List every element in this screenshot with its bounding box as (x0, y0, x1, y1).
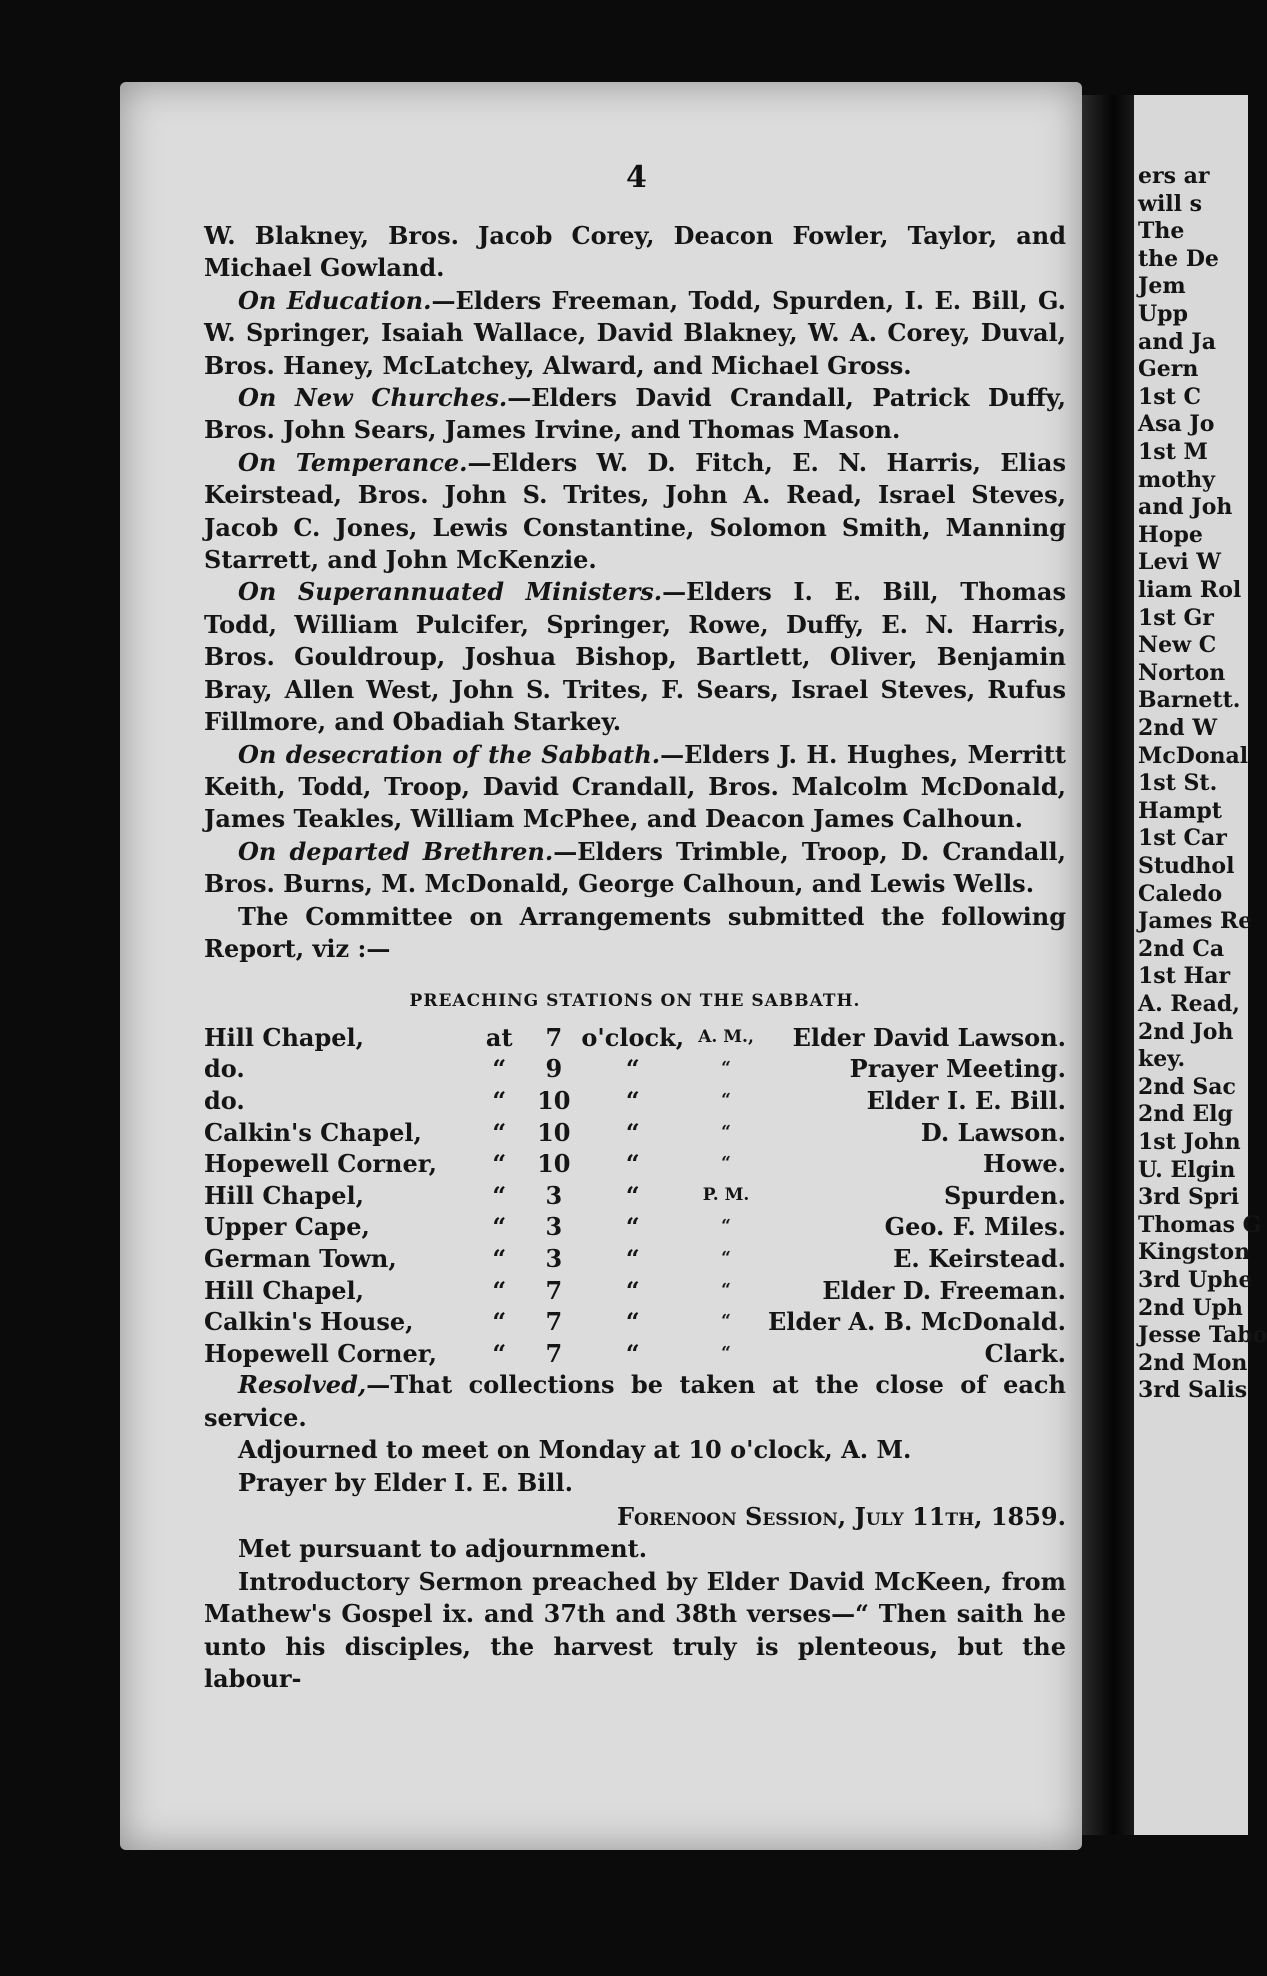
facing-page-line: Kingston (1138, 1239, 1251, 1266)
station-preacher: E. Keirstead. (893, 1243, 1066, 1273)
station-ampm: A. M., (698, 1026, 754, 1047)
station-oclock: “ (625, 1085, 640, 1115)
paragraph-0: W. Blakney, Bros. Jacob Corey, Deacon Fowler, Taylor, and Michael Gowland. (204, 221, 1066, 283)
station-hour: 10 (537, 1149, 571, 1179)
station-place: Hopewell Corner, (204, 1149, 437, 1179)
stations-table (204, 1022, 1066, 1370)
station-place: Hopewell Corner, (204, 1338, 437, 1368)
paragraph-education: On Education.—Elders Freeman, Todd, Spurden, I. E. Bill, G. W. Springer, Isaiah Wallace, David Blakney, W. A. Corey, Duval, Bros. Haney, McLatchey, Alward, and Michael Gross. (204, 285, 1067, 380)
station-hour: 3 (545, 1180, 563, 1210)
station-at: “ (492, 1275, 507, 1305)
facing-page-line: Jem (1138, 273, 1186, 300)
facing-page-line: Asa Jo (1138, 411, 1215, 438)
station-at: “ (492, 1212, 507, 1242)
station-ampm: “ (721, 1089, 731, 1110)
station-place: Calkin's House, (204, 1307, 414, 1337)
station-ampm: “ (721, 1058, 731, 1079)
station-place: German Town, (204, 1243, 397, 1273)
facing-page-line: 2nd Elg (1138, 1101, 1233, 1128)
facing-page-line: and Joh (1138, 494, 1233, 521)
page-number: 4 (626, 160, 647, 195)
facing-page-line: 2nd Mon (1138, 1349, 1248, 1376)
facing-page-line: will s (1138, 190, 1203, 217)
station-hour: 7 (545, 1022, 563, 1052)
facing-page-line: 3rd Uphe (1138, 1267, 1253, 1293)
station-row (204, 1148, 1066, 1180)
facing-page-line: 1st M (1138, 439, 1208, 465)
facing-page-line: 1st John (1138, 1129, 1241, 1155)
station-oclock: “ (625, 1338, 640, 1368)
facing-page-line: 1st C (1138, 383, 1202, 410)
facing-page-line: The (1138, 218, 1185, 245)
book-spine (1082, 95, 1134, 1835)
station-oclock: “ (625, 1054, 640, 1084)
facing-page-line: key. (1138, 1046, 1186, 1073)
station-place: Upper Cape, (204, 1212, 370, 1242)
station-ampm: “ (721, 1121, 731, 1142)
station-oclock: “ (625, 1149, 640, 1179)
station-ampm: “ (721, 1216, 731, 1237)
station-hour: 10 (537, 1085, 571, 1115)
station-oclock: “ (625, 1117, 640, 1147)
station-hour: 7 (545, 1275, 563, 1305)
facing-page-line: Jesse Tabo (1138, 1322, 1267, 1349)
station-row (204, 1117, 1066, 1149)
station-preacher: Elder A. B. McDonald. (767, 1307, 1066, 1337)
facing-page-line: ers ar (1138, 163, 1210, 189)
station-row (204, 1275, 1066, 1307)
station-hour: 3 (545, 1243, 563, 1273)
station-place: Calkin's Chapel, (204, 1117, 422, 1147)
station-place: do. (204, 1054, 245, 1084)
station-at: “ (492, 1243, 507, 1273)
station-oclock: o'clock, (581, 1022, 685, 1052)
station-preacher: Elder D. Freeman. (822, 1275, 1066, 1305)
facing-page-line: the De (1138, 245, 1219, 272)
station-at: “ (492, 1149, 507, 1179)
paragraph-superannuated: On Superannuated Ministers.—Elders I. E. Bill, Thomas Todd, William Pulcifer, Springer, Rowe, Duffy, E. N. Harris, Bros. Gouldroup, Joshua Bishop, Bartlett, Oliver, Benjamin Bray, Allen West, John S. Trites, F. Sears, Israel Steves, Rufus Fillmore, and Obadiah Starkey. (204, 577, 1066, 737)
station-row (204, 1180, 1066, 1212)
facing-page-line: 1st St. (1138, 770, 1218, 797)
sermon-paragraph: Introductory Sermon preached by Elder David McKeen, from Mathew's Gospel ix. and 37th and 38th verses—“ Then saith he unto his disciples, the harvest truly is plenteous, but the labour- (204, 1566, 1066, 1693)
station-ampm: “ (721, 1153, 731, 1174)
stations-heading: PREACHING STATIONS ON THE SABBATH. (409, 991, 861, 1012)
station-preacher: Spurden. (943, 1180, 1066, 1210)
station-at: “ (492, 1117, 507, 1147)
station-ampm: “ (721, 1247, 731, 1268)
paragraph-sabbath: On desecration of the Sabbath.—Elders J. H. Hughes, Merritt Keith, Todd, Troop, David Crandall, Bros. Malcolm McDonald, James Teakles, William McPhee, and Deacon James Calhoun. (204, 739, 1066, 834)
paragraph-temperance: On Temperance.—Elders W. D. Fitch, E. N. Harris, Elias Keirstead, Bros. John S. Trites, John A. Read, Israel Steves, Jacob C. Jones, Lewis Constantine, Solomon Smith, Manning Starrett, and John McKenzie. (204, 447, 1066, 575)
station-place: do. (204, 1085, 245, 1115)
station-row (204, 1306, 1066, 1338)
met-line: Met pursuant to adjournment. (238, 1534, 648, 1564)
facing-page-line: New C (1138, 632, 1217, 659)
station-hour: 10 (537, 1117, 571, 1147)
station-row (204, 1022, 1066, 1054)
page-text (204, 220, 1066, 1695)
station-oclock: “ (625, 1180, 640, 1210)
station-row (204, 1085, 1066, 1117)
station-ampm: P. M. (702, 1184, 750, 1205)
facing-page-line: and Ja (1138, 328, 1216, 355)
station-at: “ (492, 1054, 507, 1084)
facing-page-line: 2nd Ca (1138, 935, 1225, 962)
station-preacher: D. Lawson. (920, 1117, 1066, 1147)
station-ampm: “ (721, 1342, 731, 1363)
station-preacher: Geo. F. Miles. (884, 1212, 1066, 1242)
adjourned-line: Adjourned to meet on Monday at 10 o'clock, A. M. (238, 1435, 912, 1465)
station-hour: 7 (545, 1307, 563, 1337)
station-ampm: “ (721, 1279, 731, 1300)
station-oclock: “ (625, 1212, 640, 1242)
station-row (204, 1211, 1066, 1243)
facing-page-line: U. Elgin (1138, 1156, 1236, 1183)
station-place: Hill Chapel, (204, 1180, 365, 1210)
paragraph-arrangements: The Committee on Arrangements submitted the following Report, viz :— (204, 901, 1066, 963)
facing-page-line: Thomas G (1138, 1211, 1262, 1238)
station-row (204, 1053, 1066, 1085)
facing-page-line: liam Rol (1138, 577, 1242, 603)
station-preacher: Elder David Lawson. (792, 1022, 1066, 1052)
facing-page-line: 2nd W (1138, 715, 1218, 741)
station-hour: 3 (545, 1212, 563, 1242)
resolved-paragraph: Resolved,—That collections be taken at the close of each service. (204, 1370, 1066, 1432)
facing-page-line: Levi W (1138, 549, 1221, 576)
station-preacher: Elder I. E. Bill. (866, 1085, 1066, 1115)
station-at: “ (492, 1085, 507, 1115)
facing-page-line: Caledo (1138, 880, 1223, 907)
facing-page-line: 2nd Uph (1138, 1294, 1243, 1321)
station-place: Hill Chapel, (204, 1022, 365, 1052)
station-at: “ (492, 1180, 507, 1210)
facing-page-line: A. Read, (1138, 991, 1240, 1017)
facing-page-line: Hope (1138, 521, 1203, 548)
station-oclock: “ (625, 1243, 640, 1273)
station-row (204, 1243, 1066, 1275)
station-at: “ (492, 1307, 507, 1337)
facing-page-line: 1st Car (1138, 825, 1227, 852)
facing-page-line: Studhol (1138, 853, 1235, 879)
station-place: Hill Chapel, (204, 1275, 365, 1305)
station-hour: 7 (545, 1338, 563, 1368)
station-at: “ (492, 1338, 507, 1368)
facing-page-line: Hampt (1138, 797, 1222, 824)
station-preacher: Clark. (984, 1338, 1066, 1368)
facing-page-line: 3rd Spri (1138, 1184, 1240, 1211)
station-hour: 9 (545, 1054, 563, 1084)
facing-page-line: Barnett. (1138, 687, 1241, 714)
facing-page-line: Norton (1138, 659, 1226, 686)
station-preacher: Howe. (983, 1149, 1066, 1179)
facing-page-line: mothy (1138, 466, 1215, 493)
station-ampm: “ (721, 1311, 731, 1332)
facing-page-line: Upp (1138, 301, 1188, 327)
facing-page-line: 2nd Sac (1138, 1073, 1236, 1100)
facing-page-line: McDonal (1138, 742, 1249, 769)
session-heading: Forenoon Session, July 11th, 1859. (617, 1501, 1066, 1531)
facing-page-line: 2nd Joh (1138, 1018, 1234, 1045)
facing-page (1134, 95, 1267, 1835)
facing-page-line: James Re (1138, 908, 1253, 935)
station-preacher: Prayer Meeting. (849, 1054, 1066, 1084)
facing-page-line: 3rd Salis (1138, 1377, 1248, 1404)
facing-page-line: Gern (1138, 356, 1199, 383)
paragraph-departed: On departed Brethren.—Elders Trimble, Troop, D. Crandall, Bros. Burns, M. McDonald, George Calhoun, and Lewis Wells. (204, 836, 1066, 899)
station-row (204, 1338, 1066, 1370)
paragraph-new-churches: On New Churches.—Elders David Crandall, Patrick Duffy, Bros. John Sears, James Irvine, and Thomas Mason. (204, 383, 1067, 445)
facing-page-line: 1st Har (1138, 963, 1231, 990)
facing-page-line: 1st Gr (1138, 604, 1214, 631)
station-at: at (485, 1022, 513, 1052)
prayer-line: Prayer by Elder I. E. Bill. (238, 1467, 573, 1497)
station-oclock: “ (625, 1275, 640, 1305)
station-oclock: “ (625, 1307, 640, 1337)
